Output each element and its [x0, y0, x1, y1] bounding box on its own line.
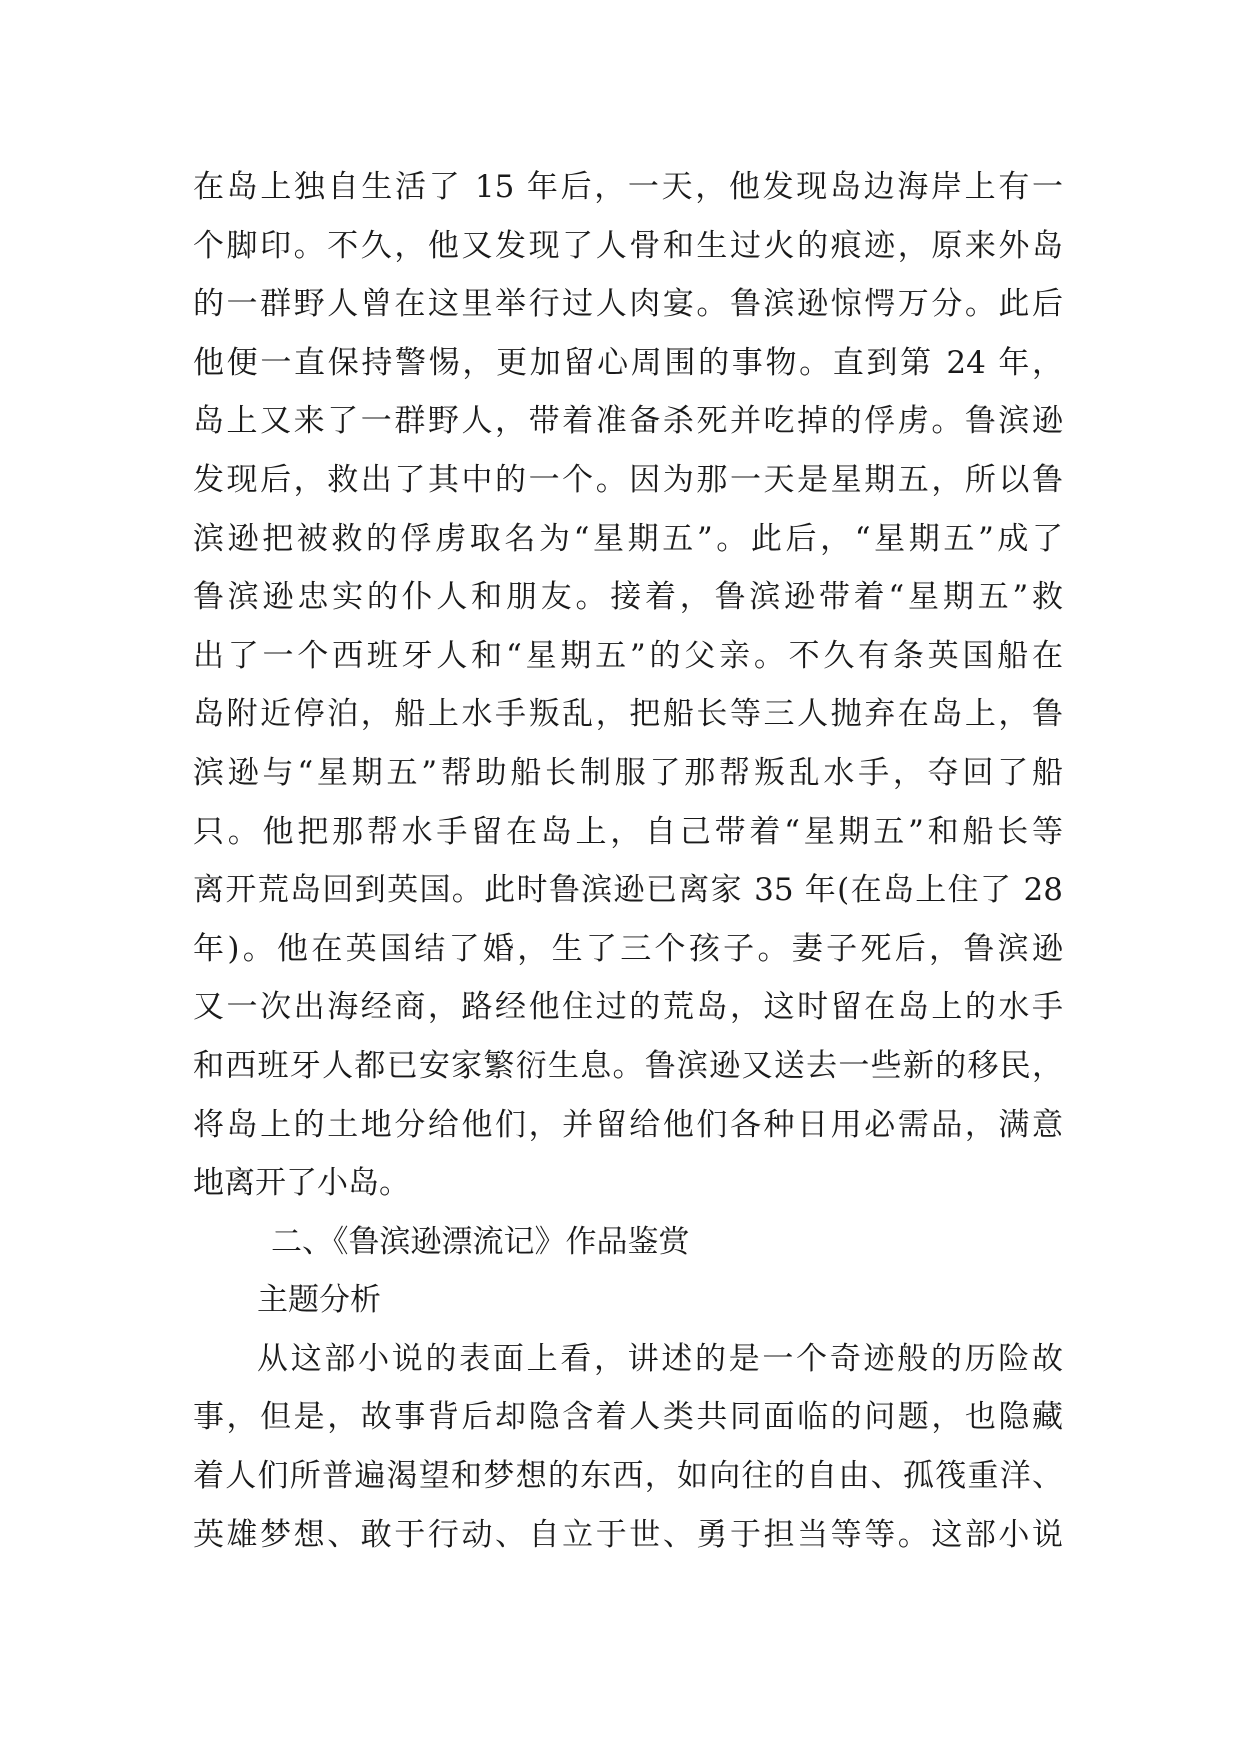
text-line: 离开荒岛回到英国。此时鲁滨逊已离家 35 年(在岛上住了 28	[193, 872, 1063, 909]
text-line: 从这部小说的表面上看，讲述的是一个奇迹般的历险故	[257, 1340, 1063, 1377]
section-heading: 二、《鲁滨逊漂流记》作品鉴赏	[271, 1223, 690, 1260]
text-line: 他便一直保持警惕，更加留心周围的事物。直到第 24 年，	[193, 344, 1063, 381]
text-line: 又一次出海经商，路经他住过的荒岛，这时留在岛上的水手	[193, 989, 1063, 1026]
subheading: 主题分析	[257, 1282, 381, 1319]
text-line: 滨逊把被救的俘虏取名为“星期五”。此后，“星期五”成了	[193, 520, 1063, 557]
text-line: 发现后，救出了其中的一个。因为那一天是星期五，所以鲁	[193, 461, 1063, 498]
text-line: 岛附近停泊，船上水手叛乱，把船长等三人抛弃在岛上，鲁	[193, 696, 1063, 733]
text-line: 年)。他在英国结了婚，生了三个孩子。妻子死后，鲁滨逊	[193, 930, 1063, 967]
text-line: 的一群野人曾在这里举行过人肉宴。鲁滨逊惊愕万分。此后	[193, 286, 1063, 323]
text-line: 个脚印。不久，他又发现了人骨和生过火的痕迹，原来外岛	[193, 227, 1063, 264]
text-line: 地离开了小岛。	[193, 1165, 410, 1202]
text-line: 只。他把那帮水手留在岛上，自己带着“星期五”和船长等	[193, 813, 1063, 850]
text-line: 岛上又来了一群野人，带着准备杀死并吃掉的俘虏。鲁滨逊	[193, 403, 1063, 440]
text-line: 和西班牙人都已安家繁衍生息。鲁滨逊又送去一些新的移民，	[193, 1047, 1063, 1084]
text-line: 鲁滨逊忠实的仆人和朋友。接着，鲁滨逊带着“星期五”救	[193, 579, 1063, 616]
text-line: 在岛上独自生活了 15 年后，一天，他发现岛边海岸上有一	[193, 169, 1063, 205]
text-line: 着人们所普遍渴望和梦想的东西，如向往的自由、孤筏重洋、	[193, 1458, 1063, 1495]
text-line: 将岛上的土地分给他们，并留给他们各种日用必需品，满意	[193, 1106, 1063, 1143]
text-line: 出了一个西班牙人和“星期五”的父亲。不久有条英国船在	[193, 637, 1063, 674]
text-line: 滨逊与“星期五”帮助船长制服了那帮叛乱水手，夺回了船	[193, 754, 1063, 791]
document-body	[193, 158, 1063, 1564]
text-line: 事，但是，故事背后却隐含着人类共同面临的问题，也隐藏	[193, 1399, 1063, 1436]
text-line: 英雄梦想、敢于行动、自立于世、勇于担当等等。这部小说	[193, 1516, 1063, 1553]
